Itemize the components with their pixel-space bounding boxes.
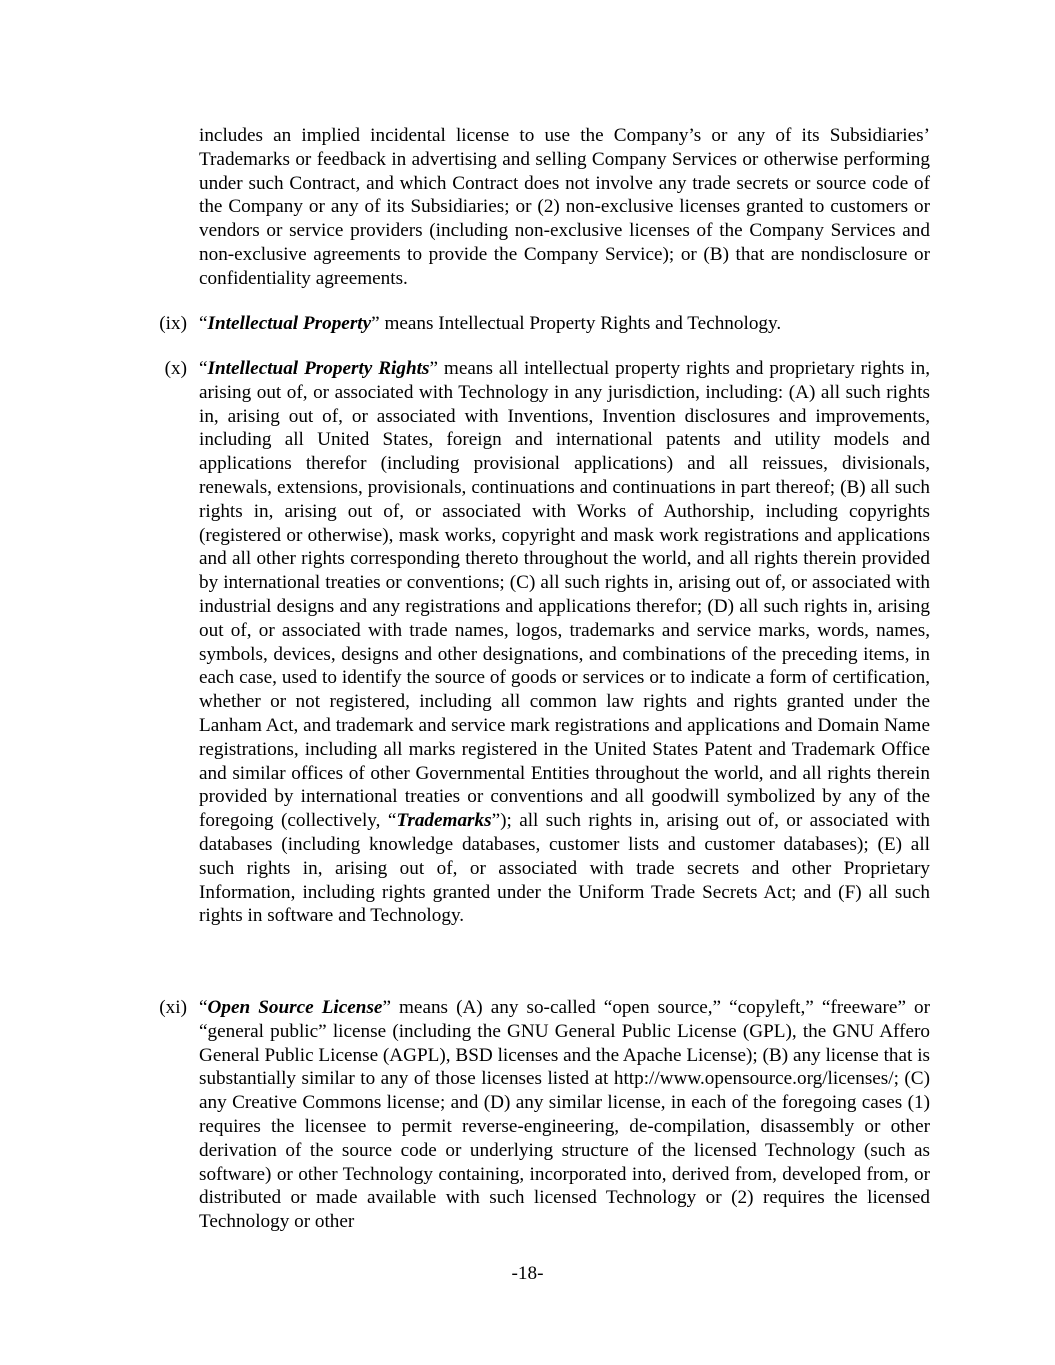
item-xi-text: ” means (A) any so-called “open source,” “copyleft,” “freeware” or “general public” license (including the GNU General Public License (GPL), the GNU Affero General Public License (AGPL), BSD licenses and the Apache License); (B) any license that is substantially similar to any of those licenses listed at http://www.opensource.org/licenses/; (C) any Creative Commons license; and (D) any similar license, in each of the foregoing cases (1) requires the licensee to permit reverse-engineering, de-compilation, disassembly or other derivation of the source code or underlying structure of the licensed Technology (such as software) or other Technology containing, incorporated into, derived from, developed from, or distributed or made available with such licensed Technology or (2) requires the licensed Technology or other [199,997,930,1233]
continuation-paragraph: includes an implied incidental license to use the Company’s or any of its Subsidiaries’ Trademarks or feedback in advertising and selling Company Services or otherwise performing under such Contract, and which Contract does not involve any trade secrets or source code of the Company or any of its Subsidiaries; or (2) non-exclusive licenses granted to customers or vendors or service providers (including non-exclusive licenses of the Company Services and non-exclusive agreements to provide the Company Service); or (B) that are nondisclosure or confidentiality agreements. [199,125,930,289]
item-x-defined-term: Intellectual Property Rights [207,358,430,379]
item-xi-paragraph [199,996,930,1234]
item-xi-marker: (xi) [159,997,187,1018]
item-xi-open-quote: “ [199,997,208,1018]
item-x-text-part2: ”); all such rights in, arising out of, or associated with databases (including knowledge databases, customer lists and customer databases); (E) all such rights in, arising out of, or associated with trade secrets and other Proprietary Information, including rights granted under the Uniform Trade Secrets Act; and (F) all such rights in software and Technology. [199,810,930,927]
item-xi-defined-term: Open Source License [207,997,383,1018]
item-x-text-part1: ” means all intellectual property rights and proprietary rights in, arising out of, or associated with Technology in any jurisdiction, including: (A) all such rights in, arising out of, or associated with Inventions, Invention disclosures and improvements, including all United States, foreign and international patents and utility models and applications therefor (including provisional applications) and all reissues, divisionals, renewals, extensions, provisionals, continuations and continuations in part thereof; (B) all such rights in, arising out of, or associated with Works of Authorship, including copyrights (registered or otherwise), mask works, copyright and mask work registrations and applications and all other rights corresponding thereto throughout the world, and all rights therein provided by international treaties or conventions; (C) all such rights in, arising out of, or associated with industrial designs and any registrations and applications therefor; (D) all such rights in, arising out of, or associated with trade names, logos, trademarks and service marks, words, names, symbols, devices, designs and other designations, and combinations of the preceding items, in each case, used to identify the source of goods or services or to indicate a form of certification, whether or not registered, including all common law rights and rights granted under the Lanham Act, and trademark and service mark registrations and applications and Domain Name registrations, including all marks registered in the United States Patent and Trademark Office and similar offices of other Governmental Entities throughout the world, and all rights therein provided by international treaties or conventions and all goodwill symbolized by any of the foregoing (collectively, “ [199,358,930,832]
item-ix-text: ” means Intellectual Property Rights and Technology. [371,313,782,334]
item-x-marker: (x) [164,358,187,379]
item-ix-defined-term: Intellectual Property [207,313,372,334]
item-x-trademarks-term: Trademarks [396,810,492,832]
page-number: -18- [511,1263,544,1284]
item-ix-open-quote: “ [199,313,208,334]
item-ix-paragraph [199,312,930,336]
item-x-open-quote: “ [199,358,208,379]
item-ix-marker: (ix) [159,313,187,334]
item-x-paragraph [199,357,930,928]
